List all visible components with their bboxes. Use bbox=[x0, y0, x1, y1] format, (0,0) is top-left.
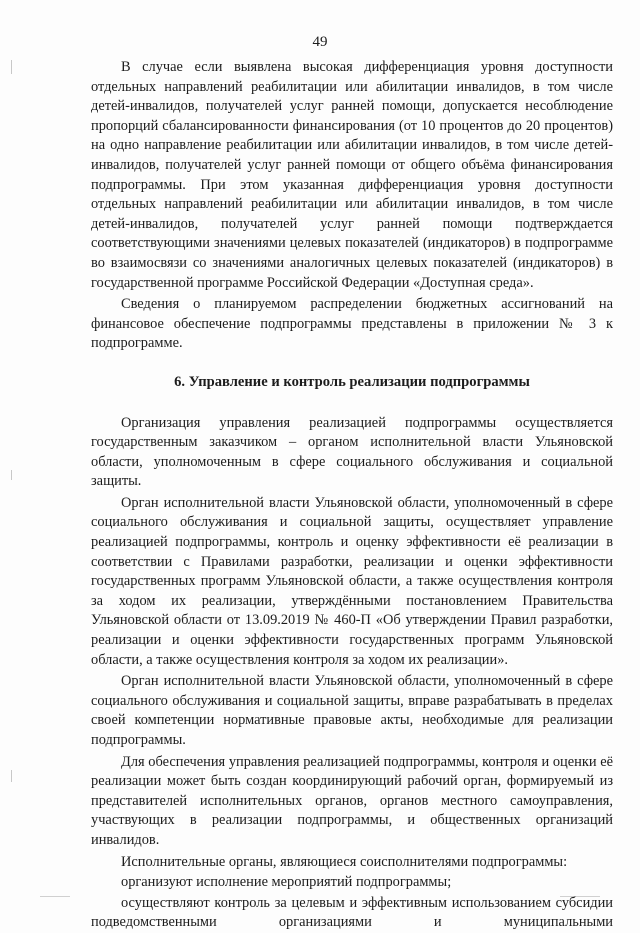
paragraph-budget-info: Сведения о планируемом распределении бюджетных ассигнований на финансовое обеспечение подпрограммы представлены в приложении № 3 к подпрограмме. bbox=[91, 296, 613, 352]
paragraph-differentiation: В случае если выявлена высокая дифференциация уровня доступности отдельных направлений реабилитации или абилитации инвалидов, в том числе детей-инвалидов, получателей услуг ранней помощи, допускается несоблюдение пропорций сбалансированности финансирования (от 10 процентов до 20 процентов) на одно направление реабилитации или абилитации инвалидов, в том числе детей-инвалидов, получателей услуг ранней помощи от общего объёма финансирования подпрограммы. При этом указанная дифференциация уровня доступности отдельных направлений реабилитации или абилитации инвалидов, в том числе детей-инвалидов, получателей услуг ранней помощи подтверждается соответствующими значениями целевых показателей (индикаторов) в подпрограмме во взаимосвязи со значениями аналогичных целевых показателей (индикаторов) в государственной программе Российской Федерации «Доступная среда». bbox=[91, 59, 613, 291]
scan-edge-mark bbox=[11, 770, 12, 782]
section-heading: 6. Управление и контроль реализации подпрограммы bbox=[174, 373, 530, 390]
page-number: 49 bbox=[312, 34, 328, 50]
paragraph-organization: Организация управления реализацией подпрограммы осуществляется государственным заказчиком – органом исполнительной власти Ульяновской области, уполномоченным в сфере социального обслуживания и социальной защиты. bbox=[91, 414, 613, 490]
paragraph-organize-measures: организуют исполнение мероприятий подпрограммы; bbox=[121, 874, 452, 891]
document-body bbox=[91, 0, 613, 933]
paragraph-co-executors: Исполнительные органы, являющиеся соисполнителями подпрограммы: bbox=[121, 853, 568, 870]
scan-edge-mark bbox=[11, 470, 12, 480]
scan-edge-mark bbox=[11, 60, 12, 74]
paragraph-control-subsidy: осуществляют контроль за целевым и эффективным использованием субсидии подведомственными организациями и муниципальными bbox=[91, 894, 613, 931]
paragraph-executive-body: Орган исполнительной власти Ульяновской области, уполномоченный в сфере социального обслуживания и социальной защиты, осуществляет управление реализацией подпрограммы, контроль и оценку эффективности её реализации в соответствии с Правилами разработки, реализации и оценки эффективности государственных программ Ульяновской области, а также осуществления контроля за ходом их реализации, утверждёнными постановлением Правительства Ульяновской области от 13.09.2019 № 460-П «Об утверждении Правил разработки, реализации и оценки эффективности государственных программ Ульяновской области, а также осуществления контроля за ходом их реализации». bbox=[91, 494, 613, 668]
scan-corner-mark bbox=[40, 896, 70, 897]
paragraph-working-body: Для обеспечения управления реализацией подпрограммы, контроля и оценки её реализации может быть создан координирующий рабочий орган, формируемый из представителей исполнительных органов, органов местного самоуправления, участвующих в реализации подпрограммы, и общественных организаций инвалидов. bbox=[91, 753, 613, 848]
paragraph-regulatory-acts: Орган исполнительной власти Ульяновской области, уполномоченный в сфере социального обслуживания и социальной защиты, вправе разрабатывать в пределах своей компетенции нормативные правовые акты, необходимые для реализации подпрограммы. bbox=[91, 673, 613, 748]
